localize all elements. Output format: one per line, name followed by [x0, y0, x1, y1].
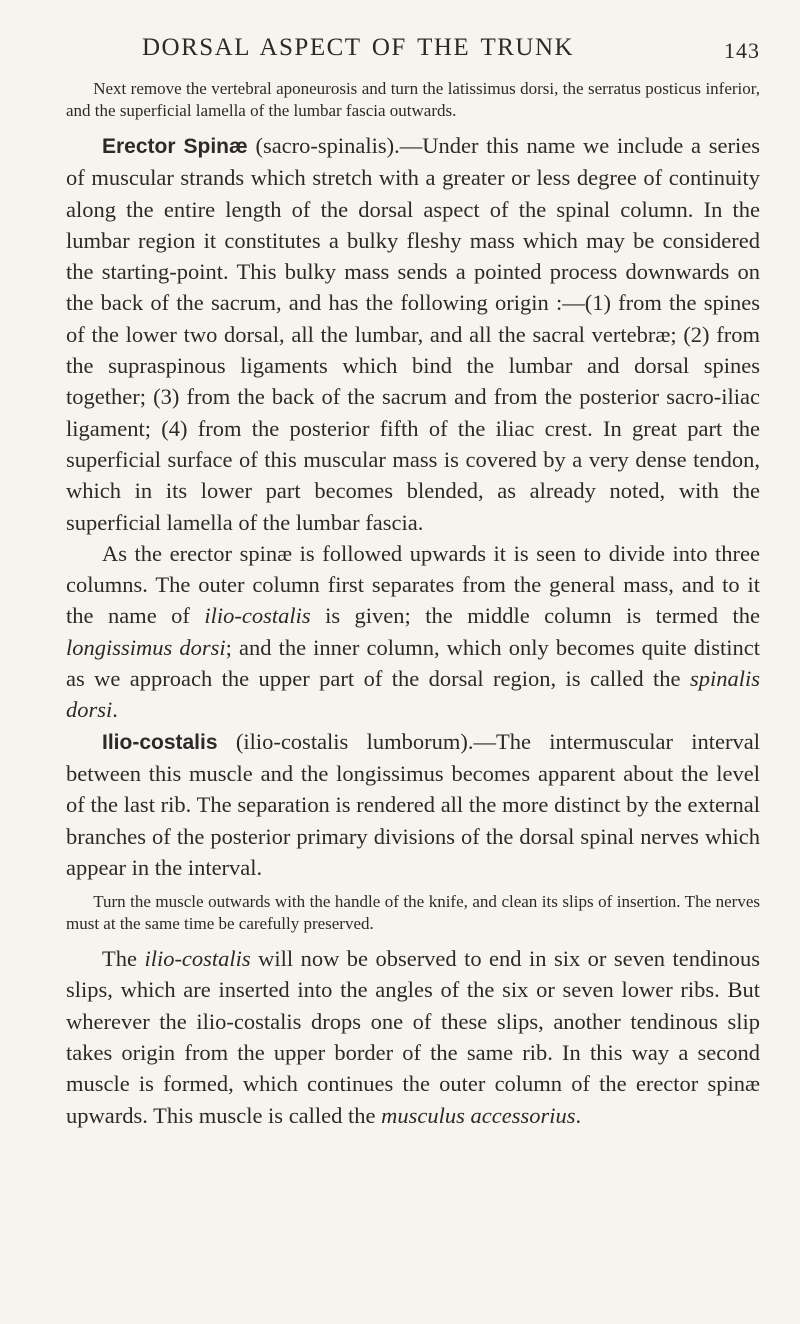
page-number: 143: [724, 38, 760, 63]
closing-text-1: The: [102, 946, 145, 972]
closing-paragraph: [66, 943, 760, 1131]
columns-text-1: As the erector spinæ is followed upwards it is seen to divide into three columns. The outer column first separates from the general mass, and to it the name of: [66, 540, 760, 629]
columns-term-spinalis: spinalis dorsi: [66, 666, 760, 723]
ilio-costalis-heading: Ilio-costalis: [102, 730, 218, 754]
columns-paragraph: [66, 538, 760, 726]
instruction-text: Turn the muscle outwards with the handle of the knife, and clean its slips of insertion. The nerves must at the same time be carefully preserved.: [66, 892, 760, 934]
ilio-costalis-text: (ilio-costalis lumborum).—The intermuscular interval between this muscle and the longissimus becomes apparent about the level of the last rib. The separation is rendered all the more distinct by the external branches of the posterior primary divisions of the dorsal spinal nerves which appear in the interval.: [66, 728, 760, 880]
erector-spinae-paragraph: [66, 130, 760, 538]
running-head: [66, 34, 760, 78]
columns-text-3: ; and the inner column, which only becomes quite distinct as we approach the upper part of the dorsal region, is called the: [66, 634, 760, 692]
erector-spinae-text: (sacro-spinalis).—Under this name we include a series of muscular strands which stretch with a greater or less degree of continuity along the entire length of the dorsal aspect of the spinal column. In the lumbar region it constitutes a bulky fleshy mass which may be considered the starting-point. This bulky mass sends a pointed process downwards on the back of the sacrum, and has the following origin :—(1) from the spines of the lower two dorsal, all the lumbar, and all the sacral vertebræ; (2) from the supraspinous ligaments which bind the lumbar and dorsal spines together; (3) from the back of the sacrum and from the posterior sacro-iliac ligament; (4) from the posterior fifth of the iliac crest. In great part the superficial surface of this muscular mass is covered by a very dense tendon, which in its lower part becomes blended, as already noted, with the superficial lamella of the lumbar fascia.: [66, 133, 760, 535]
ilio-costalis-paragraph: [66, 726, 760, 883]
intro-text: Next remove the vertebral aponeurosis and turn the latissimus dorsi, the serratus posticus inferior, and the superficial lamella of the lumbar fascia outwards.: [66, 79, 760, 120]
intro-instruction: [66, 78, 760, 122]
closing-term-musculus-accessorius: musculus accessorius: [381, 1102, 576, 1128]
closing-text-3: .: [575, 1102, 582, 1128]
columns-text-2: is given; the middle column is termed the: [310, 603, 760, 629]
columns-term-ilio-costalis: ilio-costalis: [204, 603, 311, 629]
closing-term-ilio-costalis: ilio-costalis: [144, 946, 251, 972]
columns-text-4: .: [112, 697, 118, 723]
closing-text-2: will now be observed to end in six or seven tendinous slips, which are inserted into the angles of the six or seven lower ribs. But wherever the ilio-costalis drops one of these slips, another tendinous slip takes origin from the upper border of the same rib. In this way a second muscle is formed, which continues the outer column of the erector spinæ upwards. This muscle is called the: [66, 946, 760, 1128]
erector-spinae-heading: Erector Spinæ: [102, 135, 248, 158]
columns-term-longissimus: longissimus dorsi: [66, 634, 226, 660]
dissection-instruction: [66, 891, 760, 935]
running-title: DORSAL ASPECT OF THE TRUNK: [142, 34, 575, 61]
